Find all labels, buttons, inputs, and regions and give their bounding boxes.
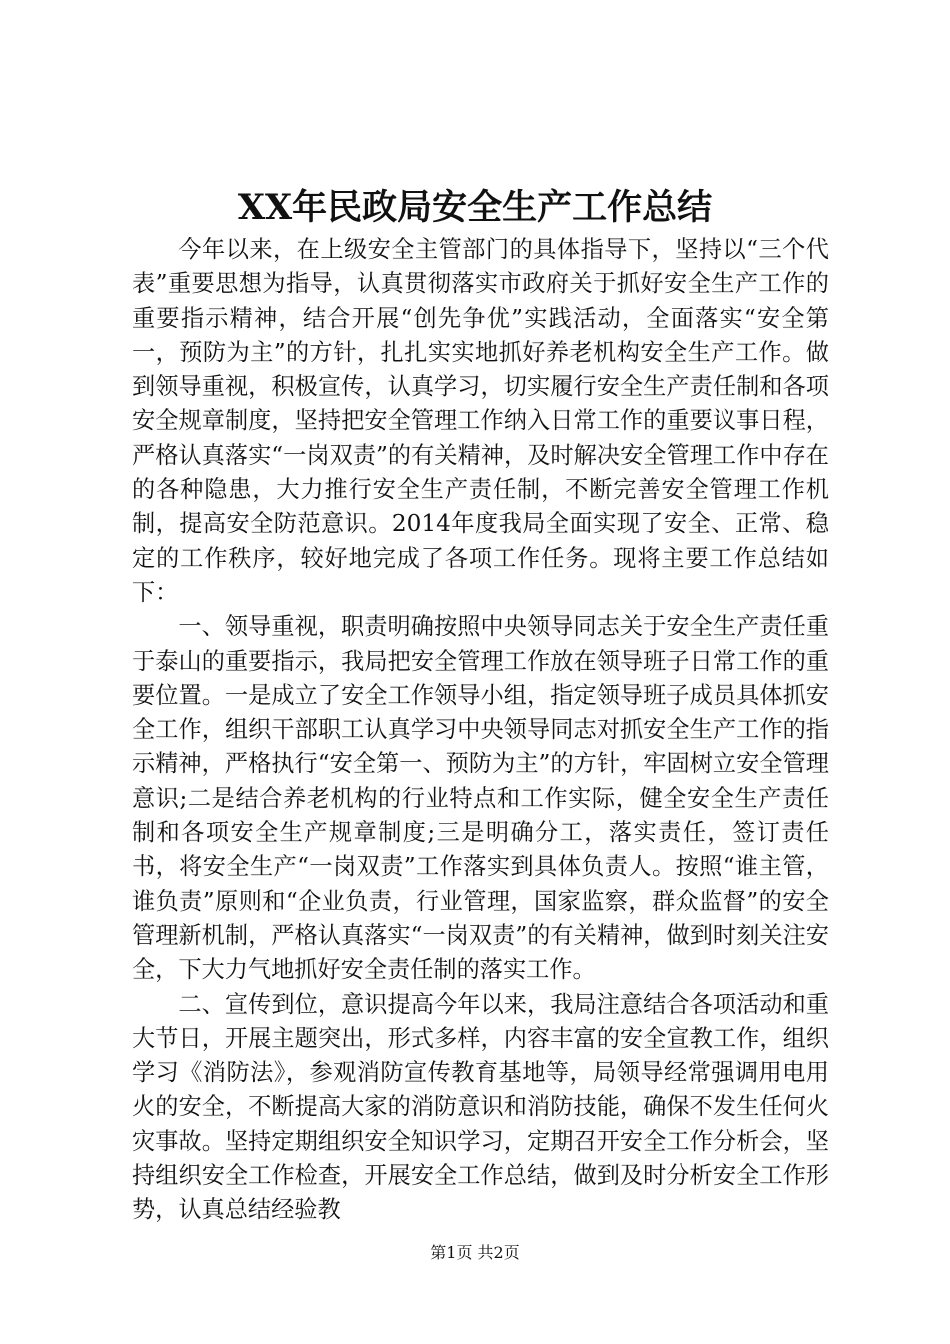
paragraph-section-two: 二、宣传到位，意识提高今年以来，我局注意结合各项活动和重大节日，开展主题突出，形式多样，内容丰富的安全宣教工作，组织学习《消防法》，参观消防宣传教育基地等，局领导经常强调用电用火的安全，不断提高大家的消防意识和消防技能，确保不发生任何火灾事故。坚持定期组织安全知识学习，定期召开安全工作分析会，坚持组织安全工作检查，开展安全工作总结，做到及时分析安全工作形势，认真总结经验教 bbox=[132, 990, 829, 1224]
document-title: XX年民政局安全生产工作总结 bbox=[237, 187, 713, 228]
document-body bbox=[132, 233, 829, 1228]
paragraph-section-one: 一、领导重视，职责明确按照中央领导同志关于安全生产责任重于泰山的重要指示，我局把安全管理工作放在领导班子日常工作的重要位置。一是成立了安全工作领导小组，指定领导班子成员具体抓安全工作，组织干部职工认真学习中央领导同志对抓安全生产工作的指示精神，严格执行“安全第一、预防为主”的方针，牢固树立安全管理意识;二是结合养老机构的行业特点和工作实际，健全安全生产责任制和各项安全生产规章制度;三是明确分工，落实责任，签订责任书，将安全生产“一岗双责”工作落实到具体负责人。按照“谁主管，谁负责”原则和“企业负责，行业管理，国家监察，群众监督”的安全管理新机制，严格认真落实“一岗双责”的有关精神，做到时刻关注安全，下大力气地抓好安全责任制的落实工作。 bbox=[132, 613, 829, 984]
page-footer: 第1页 共2页 bbox=[430, 1243, 520, 1262]
paragraph-intro: 今年以来，在上级安全主管部门的具体指导下，坚持以“三个代表”重要思想为指导，认真贯彻落实市政府关于抓好安全生产工作的重要指示精神，结合开展“创先争优”实践活动，全面落实“安全第一，预防为主”的方针，扎扎实实地抓好养老机构安全生产工作。做到领导重视，积极宣传，认真学习，切实履行安全生产责任制和各项安全规章制度，坚持把安全管理工作纳入日常工作的重要议事日程，严格认真落实“一岗双责”的有关精神，及时解决安全管理工作中存在的各种隐患，大力推行安全生产责任制，不断完善安全管理工作机制，提高安全防范意识。2014年度我局全面实现了安全、正常、稳定的工作秩序，较好地完成了各项工作任务。现将主要工作总结如下： bbox=[132, 236, 829, 606]
